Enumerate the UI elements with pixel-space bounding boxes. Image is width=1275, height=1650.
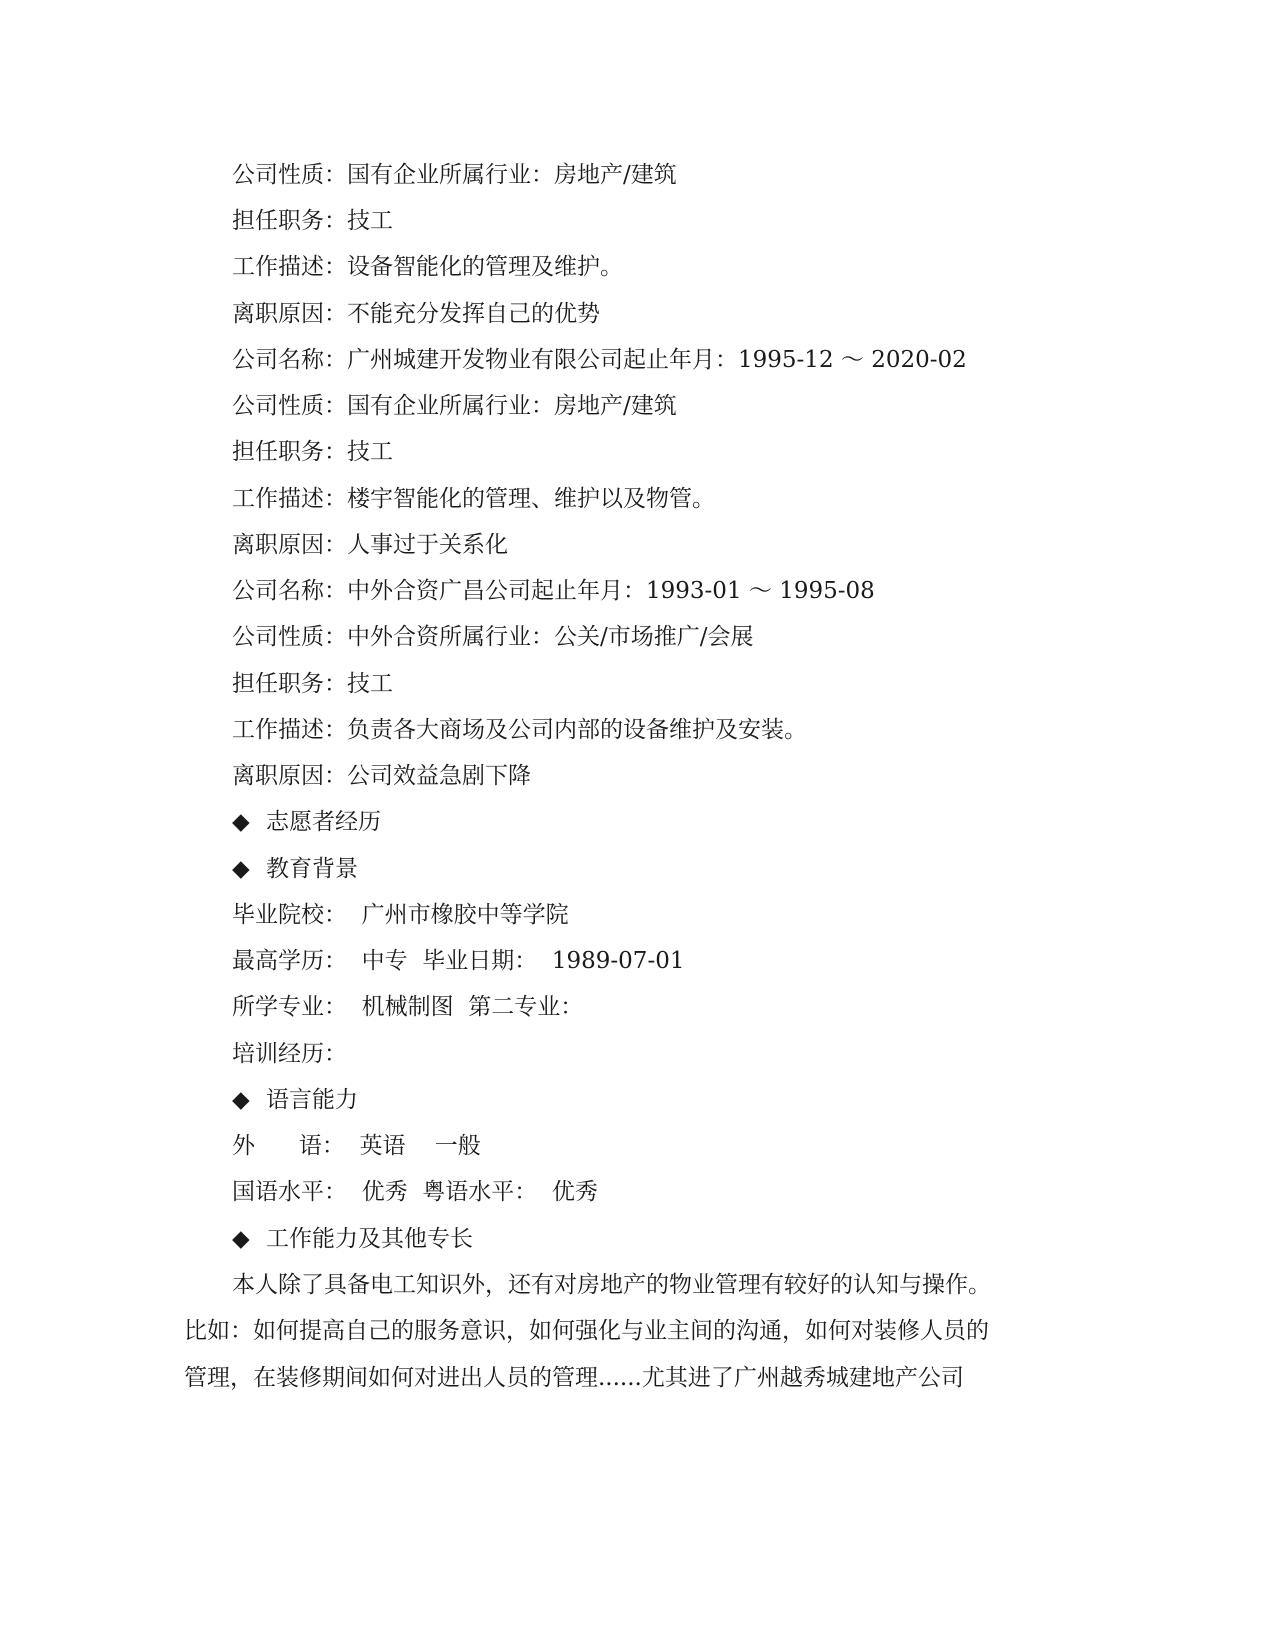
language-chinese: 国语水平： 优秀 粤语水平： 优秀 bbox=[232, 1179, 598, 1205]
diamond-bullet-icon: ◆ bbox=[232, 809, 250, 835]
diamond-bullet-icon: ◆ bbox=[232, 1226, 250, 1252]
education-major: 所学专业： 机械制图 第二专业： bbox=[232, 994, 584, 1020]
job-description-2: 工作描述：楼宇智能化的管理、维护以及物管。 bbox=[232, 486, 715, 512]
company-nature-3: 公司性质：中外合资所属行业：公关/市场推广/会展 bbox=[232, 624, 754, 650]
leave-reason-2: 离职原因：人事过于关系化 bbox=[232, 532, 508, 558]
skills-paragraph-line-1: 本人除了具备电工知识外，还有对房地产的物业管理有较好的认知与操作。 bbox=[232, 1272, 991, 1298]
section-heading-volunteer: ◆ 志愿者经历 bbox=[232, 809, 381, 835]
education-school: 毕业院校： 广州市橡胶中等学院 bbox=[232, 902, 569, 928]
language-foreign: 外 语： 英语 一般 bbox=[232, 1133, 481, 1159]
job-description-1: 工作描述：设备智能化的管理及维护。 bbox=[232, 254, 623, 280]
company-nature-1: 公司性质：国有企业所属行业：房地产/建筑 bbox=[232, 162, 677, 188]
job-description-3: 工作描述：负责各大商场及公司内部的设备维护及安装。 bbox=[232, 717, 807, 743]
section-heading-education: ◆ 教育背景 bbox=[232, 856, 358, 882]
diamond-bullet-icon: ◆ bbox=[232, 856, 250, 882]
company-name-3: 公司名称：中外合资广昌公司起止年月：1993-01 ～ 1995-08 bbox=[232, 578, 875, 604]
position-1: 担任职务：技工 bbox=[232, 208, 393, 234]
position-2: 担任职务：技工 bbox=[232, 439, 393, 465]
leave-reason-1: 离职原因：不能充分发挥自己的优势 bbox=[232, 301, 600, 327]
skills-paragraph-line-3: 管理，在装修期间如何对进出人员的管理......尤其进了广州越秀城建地产公司 bbox=[184, 1365, 964, 1391]
diamond-bullet-icon: ◆ bbox=[232, 1087, 250, 1113]
leave-reason-3: 离职原因：公司效益急剧下降 bbox=[232, 763, 531, 789]
company-nature-2: 公司性质：国有企业所属行业：房地产/建筑 bbox=[232, 393, 677, 419]
education-degree: 最高学历： 中专 毕业日期： 1989-07-01 bbox=[232, 948, 685, 974]
skills-paragraph-line-2: 比如：如何提高自己的服务意识，如何强化与业主间的沟通，如何对装修人员的 bbox=[184, 1318, 989, 1344]
section-heading-skills: ◆ 工作能力及其他专长 bbox=[232, 1226, 473, 1252]
company-name-2: 公司名称：广州城建开发物业有限公司起止年月：1995-12 ～ 2020-02 bbox=[232, 347, 967, 373]
education-training: 培训经历： bbox=[232, 1041, 347, 1067]
position-3: 担任职务：技工 bbox=[232, 671, 393, 697]
section-heading-language: ◆ 语言能力 bbox=[232, 1087, 358, 1113]
